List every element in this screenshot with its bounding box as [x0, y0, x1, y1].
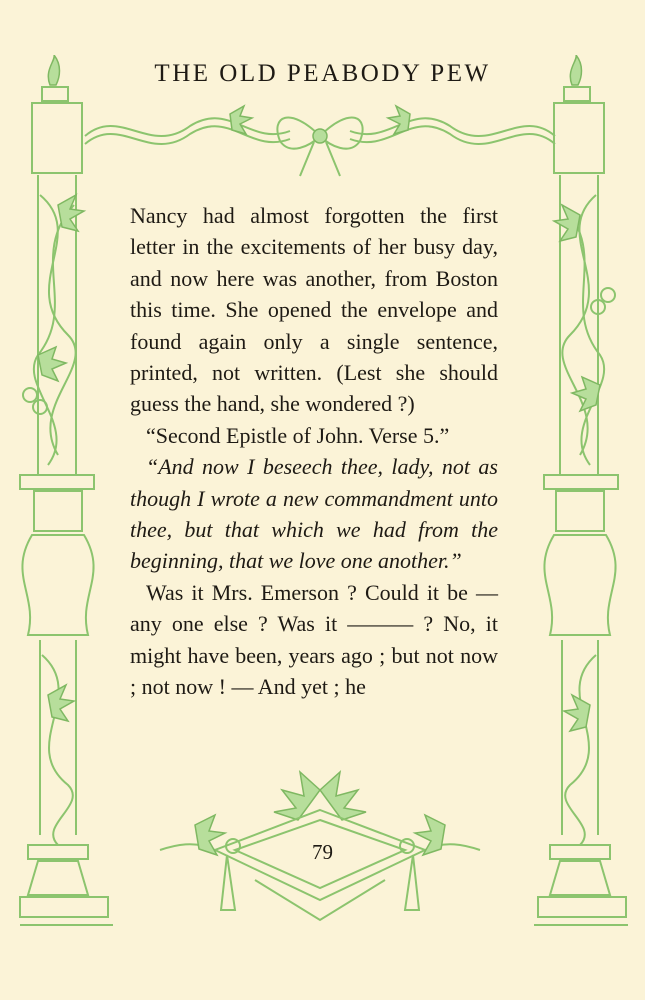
ribbon-bow-ornament	[80, 96, 560, 186]
scripture-quote: “And now I beseech thee, lady, not as though I wrote a new commandment unto thee, but that which we had from the beginning, that we love one another.”	[130, 454, 498, 574]
paragraph: “Second Epistle of John. Verse 5.”	[146, 422, 450, 448]
running-title: THE OLD PEABODY PEW	[154, 60, 491, 87]
left-candle-pillar-ornament	[18, 55, 118, 945]
paragraph: Was it Mrs. Emerson ? Could it be — any one else ? Was it ——— ? No, it might have been, years ago ; but not now ; not now ! — And yet ; he	[130, 579, 498, 700]
body-text	[130, 200, 498, 703]
page-number: 79	[312, 840, 333, 864]
paragraph: Nancy had almost forgotten the first letter in the excitements of her busy day, and now here was another, from Boston this time. She opened the envelope and found again only a single sentence, printed, not written. (Lest she should guess the hand, she wondered ?)	[130, 203, 498, 417]
right-candle-pillar-ornament	[530, 55, 630, 945]
